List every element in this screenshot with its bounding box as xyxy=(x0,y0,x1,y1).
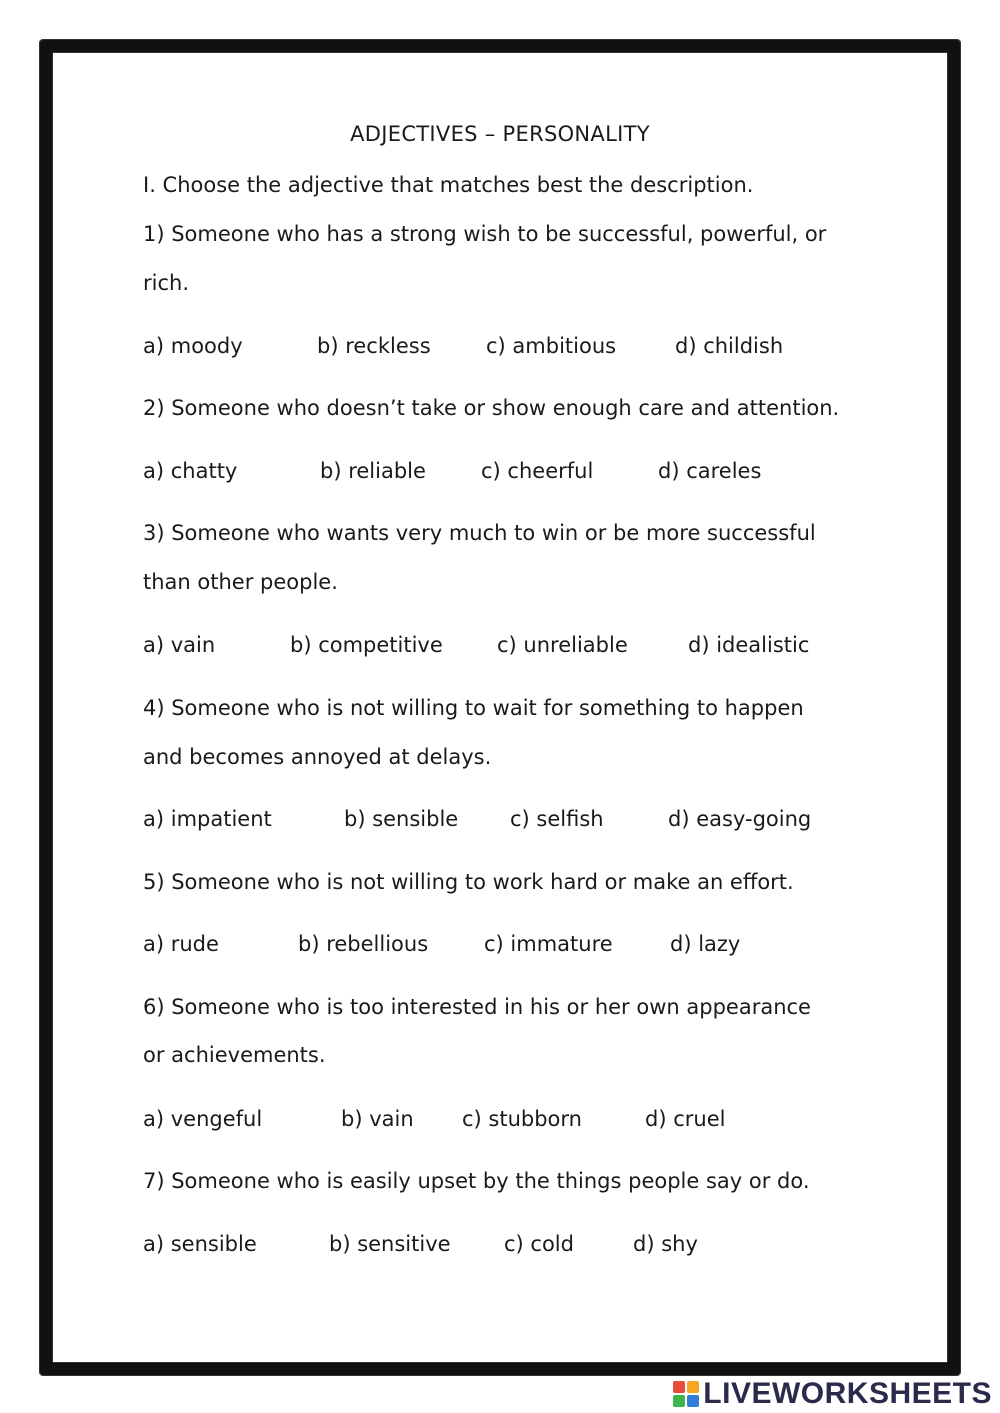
q3-option-a[interactable]: a) vain xyxy=(143,633,216,657)
q2-option-a[interactable]: a) chatty xyxy=(143,459,238,483)
q6-option-b[interactable]: b) vain xyxy=(341,1107,414,1131)
q4-option-a[interactable]: a) impatient xyxy=(143,807,272,831)
question-3-line-1: 3) Someone who wants very much to win or be more successful xyxy=(143,521,816,545)
q6-option-c[interactable]: c) stubborn xyxy=(462,1107,582,1131)
q7-option-d[interactable]: d) shy xyxy=(633,1232,698,1256)
question-4-line-2: and becomes annoyed at delays. xyxy=(143,745,492,769)
logo-square-4 xyxy=(687,1395,699,1407)
q5-option-c[interactable]: c) immature xyxy=(484,932,613,956)
q5-option-b[interactable]: b) rebellious xyxy=(298,932,429,956)
q4-option-b[interactable]: b) sensible xyxy=(344,807,459,831)
q3-option-c[interactable]: c) unreliable xyxy=(497,633,628,657)
question-1-line-2: rich. xyxy=(143,271,189,295)
q6-option-d[interactable]: d) cruel xyxy=(645,1107,726,1131)
q5-option-a[interactable]: a) rude xyxy=(143,932,219,956)
worksheet-title: ADJECTIVES – PERSONALITY xyxy=(350,122,650,146)
q6-option-a[interactable]: a) vengeful xyxy=(143,1107,263,1131)
liveworksheets-logo-text: LIVEWORKSHEETS xyxy=(703,1377,992,1410)
q7-option-a[interactable]: a) sensible xyxy=(143,1232,257,1256)
q1-option-c[interactable]: c) ambitious xyxy=(486,334,617,358)
liveworksheets-logo[interactable] xyxy=(673,1378,992,1410)
question-6-line-1: 6) Someone who is too interested in his or her own appearance xyxy=(143,995,811,1019)
q3-option-d[interactable]: d) idealistic xyxy=(688,633,810,657)
q2-option-b[interactable]: b) reliable xyxy=(320,459,426,483)
liveworksheets-logo-icon xyxy=(673,1381,699,1407)
q2-option-c[interactable]: c) cheerful xyxy=(481,459,594,483)
q4-option-c[interactable]: c) selfish xyxy=(510,807,604,831)
question-7-line-1: 7) Someone who is easily upset by the things people say or do. xyxy=(143,1169,810,1193)
q7-option-b[interactable]: b) sensitive xyxy=(329,1232,451,1256)
q3-option-b[interactable]: b) competitive xyxy=(290,633,443,657)
q1-option-b[interactable]: b) reckless xyxy=(317,334,431,358)
q4-option-d[interactable]: d) easy-going xyxy=(668,807,812,831)
q1-option-d[interactable]: d) childish xyxy=(675,334,784,358)
question-1-line-1: 1) Someone who has a strong wish to be successful, powerful, or xyxy=(143,222,827,246)
q5-option-d[interactable]: d) lazy xyxy=(670,932,741,956)
logo-square-1 xyxy=(673,1381,685,1393)
question-5-line-1: 5) Someone who is not willing to work hard or make an effort. xyxy=(143,870,794,894)
q2-option-d[interactable]: d) careles xyxy=(658,459,762,483)
q7-option-c[interactable]: c) cold xyxy=(504,1232,574,1256)
question-3-line-2: than other people. xyxy=(143,570,338,594)
logo-square-2 xyxy=(687,1381,699,1393)
question-6-line-2: or achievements. xyxy=(143,1043,326,1067)
question-2-line-1: 2) Someone who doesn’t take or show enough care and attention. xyxy=(143,396,840,420)
q1-option-a[interactable]: a) moody xyxy=(143,334,243,358)
logo-square-3 xyxy=(673,1395,685,1407)
instruction: I. Choose the adjective that matches best the description. xyxy=(143,173,754,197)
question-4-line-1: 4) Someone who is not willing to wait for something to happen xyxy=(143,696,804,720)
